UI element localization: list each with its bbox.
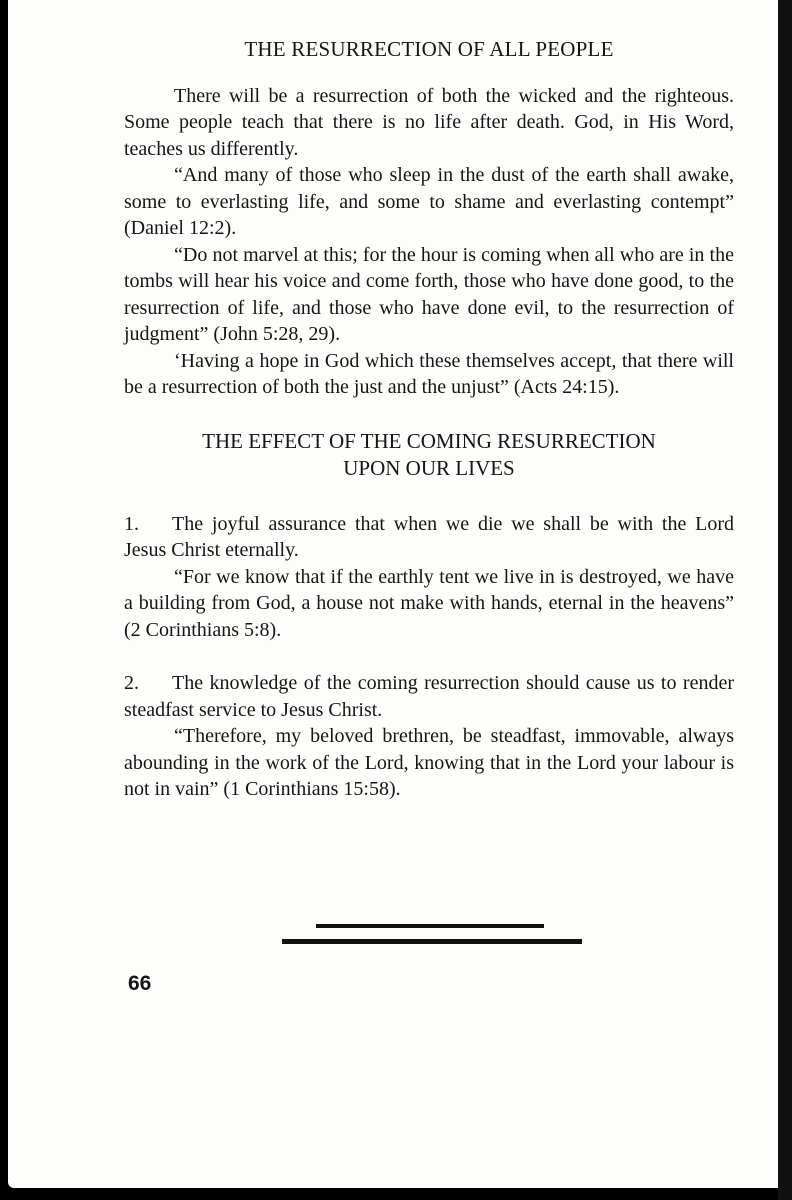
page-content [124,30,734,803]
end-rules [270,922,590,952]
quote-corinthians-1: “Therefore, my beloved brethren, be steadfast, immovable, always abounding in the work of the Lord, knowing that in the Lord your labour is not in vain” (1 Corinthians 15:58). [124,725,734,800]
list-item-1-text: The joyful assurance that when we die we shall be with the Lord Jesus Christ eternally. [124,512,734,561]
list-item-2 [124,670,734,723]
divider-rule-long [282,939,582,944]
spacer [124,643,734,670]
page-edge-shadow [778,0,792,1200]
quote-corinthians-2: “For we know that if the earthly tent we live in is destroyed, we have a building from God, a house not make with hands, eternal in the heavens” (2 Corinthians 5:8). [124,565,734,641]
divider-rule-short [316,924,544,928]
page-number: 66 [128,972,152,995]
quote-acts: ‘Having a hope in God which these themselves accept, that there will be a resurrection of both the just and the unjust” (Acts 24:15). [124,349,734,398]
section-heading-line1: THE EFFECT OF THE COMING RESURRECTION [202,428,656,453]
quote-john: “Do not marvel at this; for the hour is coming when all who are in the tombs will hear his voice and come forth, those who have done good, to the resurrection of life, and those who have done evil, to the resurrection of judgment” (John 5:28, 29). [124,243,734,345]
quote-daniel: “And many of those who sleep in the dust of the earth shall awake, some to everlasting life, and some to shame and everlasting contempt” (Daniel 12:2). [124,164,734,239]
section-heading [124,428,734,482]
section-heading-line2: UPON OUR LIVES [343,455,515,480]
list-item-1-number: 1. [124,512,139,535]
list-item-2-number: 2. [124,672,139,694]
page-title: THE RESURRECTION OF ALL PEOPLE [244,37,614,61]
paragraph-intro: There will be a resurrection of both the wicked and the righteous. Some people teach that there is no life after death. God, in His Word, teaches us differently. [124,84,734,160]
list-item-2-text: The knowledge of the coming resurrection should cause us to render steadfast service to Jesus Christ. [124,672,734,721]
list-item-1 [124,511,734,564]
